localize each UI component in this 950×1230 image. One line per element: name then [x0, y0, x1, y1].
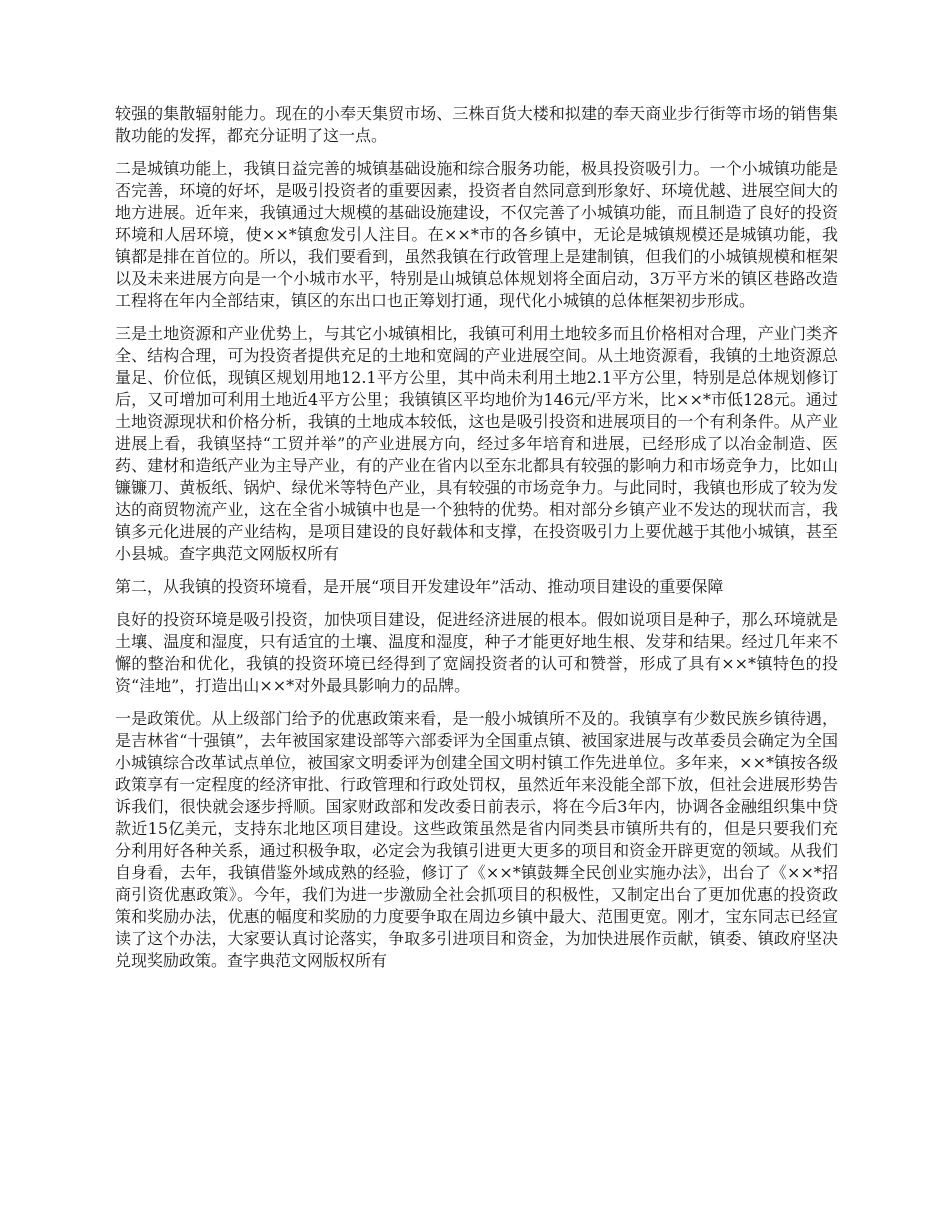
- paragraph-policy: 一是政策优。从上级部门给予的优惠政策来看，是一般小城镇所不及的。我镇享有少数民族乡镇待遇，是吉林省“十强镇”，去年被国家建设部等六部委评为全国重点镇、被国家进展与改革委员会确定为全国小城镇综合改革试点单位，被国家文明委评为创建全国文明村镇工作先进单位。多年来，××*镇按各级政策享有一定程度的经济审批、行政管理和行政处罚权，虽然近年来没能全部下放，但社会进展形势告诉我们，很快就会逐步捋顺。国家财政部和发改委日前表示，将在今后3年内，协调各金融组织集中贷款近15亿美元，支持东北地区项目建设。这些政策虽然是省内同类县市镇所共有的，但是只要我们充分利用好各种关系，通过积极争取，必定会为我镇引进更大更多的项目和资金开辟更宽的领域。从我们自身看，去年，我镇借鉴外域成熟的经验，修订了《××*镇鼓舞全民创业实施办法》，出台了《××*招商引资优惠政策》。今年，我们为进一步激励全社会抓项目的积极性，又制定出台了更加优惠的投资政策和奖励办法，优惠的幅度和奖励的力度要争取在周边乡镇中最大、范围更宽。刚才，宝东同志已经宣读了这个办法，大家要认真讨论落实，争取多引进项目和资金，为加快进展作贡献，镇委、镇政府坚决兑现奖励政策。查字典范文网版权所有: [115, 709, 838, 970]
- paragraph-land-industry: 三是土地资源和产业优势上，与其它小城镇相比，我镇可利用土地较多而且价格相对合理，产业门类齐全、结构合理，可为投资者提供充足的土地和宽阔的产业进展空间。从土地资源看，我镇的土地资源总量足、价位低，现镇区规划用地12.1平方公里，其中尚未利用土地2.1平方公里，特别是总体规划修订后，又可增加可利用土地近4平方公里；我镇镇区平均地价为146元/平方米，比××*市低128元。通过土地资源现状和价格分析，我镇的土地成本较低，这也是吸引投资和进展项目的一个有利条件。从产业进展上看，我镇坚持“工贸并举”的产业进展方向，经过多年培育和进展，已经形成了以冶金制造、医药、建材和造纸产业为主导产业，有的产业在省内以至东北都具有较强的影响力和市场竞争力，比如山镰镰刀、黄板纸、锅炉、绿优米等特色产业，具有较强的市场竞争力。与此同时，我镇也形成了较为发达的商贸物流产业，这在全省小城镇中也是一个独特的优势。相对部分乡镇产业不发达的现状而言，我镇多元化进展的产业结构，是项目建设的良好载体和支撑，在投资吸引力上要优越于其他小城镇，甚至小县城。查字典范文网版权所有: [115, 324, 838, 563]
- paragraph-investment-environment: 良好的投资环境是吸引投资，加快项目建设，促进经济进展的根本。假如说项目是种子，那么环境就是土壤、温度和湿度，只有适宜的土壤、温度和湿度，种子才能更好地生根、发芽和结果。经过几年来不懈的整治和优化，我镇的投资环境已经得到了宽阔投资者的认可和赞誉，形成了具有××*镇特色的投资“洼地”，打造出山××*对外最具影响力的品牌。: [115, 610, 838, 695]
- document-body: [115, 103, 838, 983]
- section-heading-investment-environment: 第二，从我镇的投资环境看，是开展“项目开发建设年”活动、推动项目建设的重要保障: [115, 577, 724, 596]
- paragraph-town-function: 二是城镇功能上，我镇日益完善的城镇基础设施和综合服务功能，极具投资吸引力。一个小城镇功能是否完善，环境的好坏，是吸引投资者的重要因素，投资者自然同意到形象好、环境优越、进展空间大的地方进展。近年来，我镇通过大规模的基础设施建设，不仅完善了小城镇功能，而且制造了良好的投资环境和人居环境，使××*镇愈发引人注目。在××*市的各乡镇中，无论是城镇规模还是城镇功能，我镇都是排在首位的。所以，我们要看到，虽然我镇在行政管理上是建制镇，但我们的小城镇规模和框架以及未来进展方向是一个小城市水平，特别是山城镇总体规划将全面启动，3万平方米的镇区巷路改造工程将在年内全部结束，镇区的东出口也正筹划打通，现代化小城镇的总体框架初步形成。: [115, 159, 838, 310]
- paragraph-continuation: 较强的集散辐射能力。现在的小奉天集贸市场、三株百货大楼和拟建的奉天商业步行街等市场的销售集散功能的发挥，都充分证明了这一点。: [115, 104, 838, 145]
